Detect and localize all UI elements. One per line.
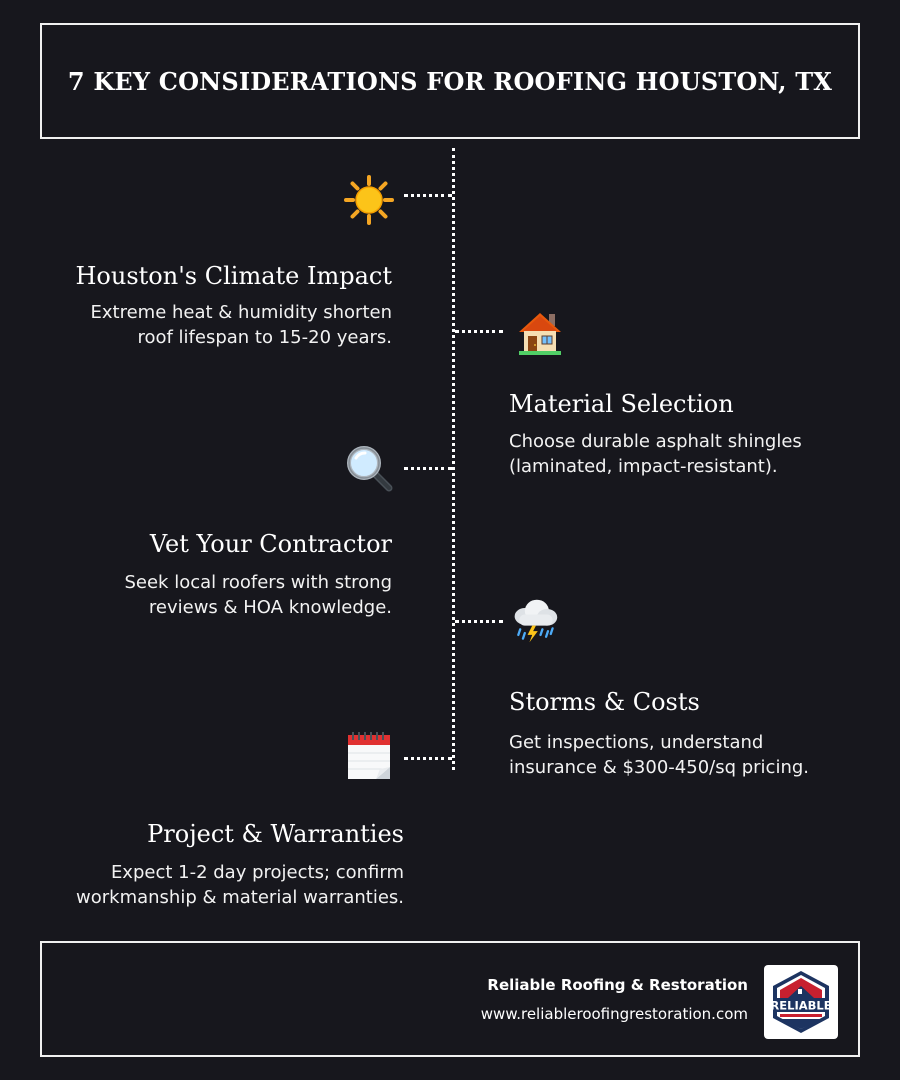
connector-2	[455, 330, 503, 333]
item-desc-storms	[509, 730, 809, 780]
storm-cloud-icon	[510, 596, 560, 646]
magnifying-glass-icon	[344, 443, 394, 493]
item-desc-project	[76, 860, 404, 910]
item-desc-line: Seek local roofers with strong	[124, 572, 392, 593]
item-desc-line: Get inspections, understand	[509, 732, 764, 753]
company-name: Reliable Roofing & Restoration	[487, 976, 748, 994]
house-icon	[515, 307, 565, 357]
item-desc-line: insurance & $300-450/sq pricing.	[509, 757, 810, 778]
item-desc-line: (laminated, impact-resistant).	[509, 456, 778, 477]
item-desc-line: reviews & HOA knowledge.	[148, 597, 392, 618]
header-box	[40, 23, 860, 139]
footer-box	[40, 941, 860, 1057]
item-desc-contractor	[124, 570, 392, 620]
item-desc-line: Expect 1-2 day projects; confirm	[110, 862, 404, 883]
calendar-icon	[344, 731, 394, 781]
page-title: 7 KEY CONSIDERATIONS FOR ROOFING HOUSTON, TX	[67, 66, 833, 96]
sun-icon	[344, 175, 394, 225]
item-desc-climate	[91, 300, 393, 350]
timeline-line	[452, 148, 455, 770]
connector-5	[404, 757, 452, 760]
item-desc-line: workmanship & material warranties.	[76, 887, 404, 908]
connector-3	[404, 467, 452, 470]
item-desc-line: Choose durable asphalt shingles	[509, 431, 802, 452]
connector-1	[404, 194, 452, 197]
company-logo[interactable]	[764, 965, 838, 1039]
item-desc-material	[509, 429, 802, 479]
logo-text: RELIABLE	[770, 998, 832, 1013]
connector-4	[455, 620, 503, 623]
item-title-material: Material Selection	[509, 390, 734, 418]
item-title-storms: Storms & Costs	[509, 688, 700, 716]
item-title-climate: Houston's Climate Impact	[75, 262, 392, 290]
item-desc-line: roof lifespan to 15-20 years.	[137, 327, 392, 348]
company-url[interactable]: www.reliableroofingrestoration.com	[480, 1005, 748, 1023]
item-title-project: Project & Warranties	[147, 820, 404, 848]
item-desc-line: Extreme heat & humidity shorten	[90, 302, 392, 323]
item-title-contractor: Vet Your Contractor	[149, 530, 392, 558]
